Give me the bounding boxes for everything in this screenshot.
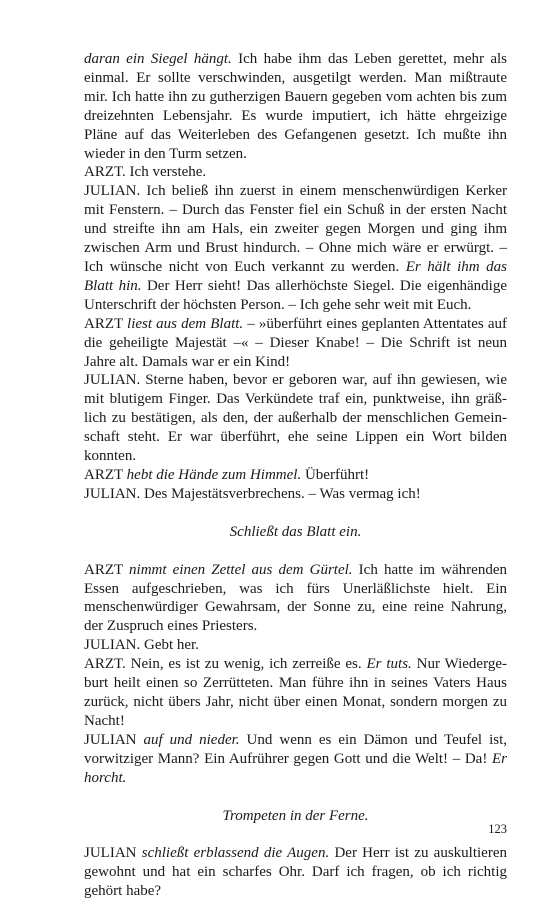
dialogue-paragraph	[84, 636, 507, 655]
text-run: Und wenn es ein Dämon und Teufel ist, vorwitziger Mann? Ein Aufrührer gegen Gott und die Welt! – Da!	[84, 731, 508, 767]
italic-run: Schließt das Blatt ein.	[229, 523, 362, 540]
italic-run: daran ein Siegel hängt.	[84, 51, 232, 67]
text-run: JULIAN. Des Majestätsverbrechens. – Was vermag ich!	[84, 485, 421, 502]
text-run: – »überführt eines geplanten Attentates auf die geheiligte Majestät –« – Dieser Knabe! – Die Schrift ist neun Jahre alt. Damals war er ein Kind!	[84, 315, 507, 370]
text-run: ARZT	[84, 315, 128, 332]
dialogue-paragraph	[84, 182, 507, 314]
text-run: Überführt!	[301, 466, 370, 483]
italic-run: schließt erblassend die Augen.	[141, 845, 330, 862]
text-run: Ich habe ihm das Leben gerettet, mehr als einmal. Er sollte verschwinden, ausgetilgt werden. Man mißtraute mir. Ich hatte ihn zu gutherzigen Bauern gegeben vom achten bis zum dreizehnten Lebensjahr. Es wurde imputiert, ich hätte ehrgeizige Pläne auf das Weiterleben des Gefangenen gesetzt. Ich mußte ihn wieder in den Turm setzen.	[84, 51, 507, 162]
page-number: 123	[488, 822, 507, 836]
italic-run: auf und nieder.	[143, 731, 240, 748]
dialogue-paragraph	[84, 731, 507, 788]
text-run: JULIAN	[84, 845, 142, 862]
text-run: ARZT. Nein, es ist zu wenig, ich zerreiße es.	[84, 656, 367, 673]
italic-run: Trompeten in der Ferne.	[222, 807, 369, 824]
text-run: Ich hatte im währenden Essen aufgeschrieben, was ich fürs Unerläßlichste hielt. Ein menschenwürdiger Gewahrsam, der Sonne zu, eine reine Nahrung, der Zuspruch eines Priesters.	[84, 561, 507, 635]
dialogue-paragraph	[84, 466, 507, 485]
dialogue-paragraph	[84, 371, 507, 466]
text-run: JULIAN. Sterne haben, bevor er geboren war, auf ihn gewiesen, wie mit blutigem Finger. Das Verkündete traf ein, punktweise, ihn gräßlich zu bestätigen, als den, der außerhalb der menschlichen Gemeinschaft steht. Er war überführt, ehe seine Lippen ein Wort bilden konnten.	[84, 372, 507, 465]
dialogue-paragraph	[84, 315, 507, 372]
dialogue-paragraph	[84, 655, 507, 731]
stage-direction	[84, 523, 507, 542]
text-run: JULIAN. Ich beließ ihn zuerst in einem menschenwürdigen Kerker mit Fenstern. – Durch das Fenster fiel ein Schuß in der ersten Nacht und streifte ihn am Hals, ein zweiter gegen Morgen und ging ihm zwischen Arm und Brust hindurch. – Ohne mich wäre er erwürgt. – Ich wünsche nicht von Euch verkannt zu werden.	[84, 183, 507, 275]
text-run: JULIAN	[84, 731, 144, 748]
text-run: JULIAN. Gebt her.	[84, 637, 199, 654]
text-run: ARZT. Ich verstehe.	[84, 164, 207, 181]
dialogue-paragraph	[84, 844, 507, 901]
italic-run: Er tuts.	[366, 656, 412, 673]
body-text	[84, 50, 507, 901]
italic-run: hebt die Hände zum Himmel.	[126, 466, 302, 483]
text-run: ARZT	[84, 561, 130, 578]
italic-run: liest aus dem Blatt.	[127, 315, 244, 332]
dialogue-paragraph	[84, 485, 507, 504]
italic-run: Er horcht.	[84, 750, 507, 786]
text-run: Der Herr ist zu auskultieren gewohnt und hat ein scharfes Ohr. Darf ich fragen, ob ich richtig gehört habe?	[84, 845, 507, 900]
italic-run: Er hält ihm das Blatt hin.	[84, 258, 507, 294]
dialogue-paragraph	[84, 163, 507, 182]
italic-run: nimmt einen Zettel aus dem Gürtel.	[129, 561, 353, 578]
dialogue-paragraph	[84, 50, 507, 163]
text-run: Nur Wiedergeburt heilt einen so Zerrütteten. Man führe ihn in seines Vaters Haus zurück, nicht übers Jahr, nicht über einen Monat, sondern morgen zu Nacht!	[84, 656, 507, 729]
text-run: ARZT	[84, 466, 127, 483]
dialogue-paragraph	[84, 561, 507, 637]
text-run: Der Herr sieht! Das allerhöchste Siegel. Die eigenhändige Unterschrift der höchsten Person. – Ich gehe sehr weit mit Euch.	[84, 277, 507, 313]
